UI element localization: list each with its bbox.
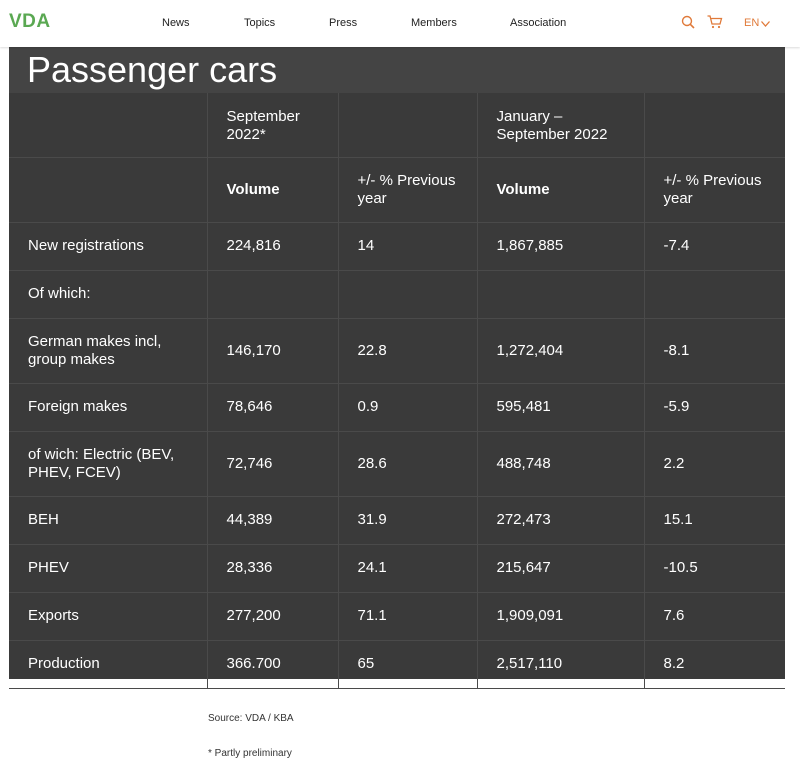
table-cell: 31.9 xyxy=(338,496,477,544)
table-row xyxy=(9,383,785,431)
period-jan-sep: January – September 2022 xyxy=(477,93,644,157)
table-cell xyxy=(644,270,785,318)
nav-press[interactable]: Press xyxy=(329,17,358,29)
table-row xyxy=(9,592,785,640)
header-cell xyxy=(338,93,477,157)
language-selector[interactable] xyxy=(744,17,770,29)
passenger-cars-table xyxy=(9,93,785,689)
chevron-down-icon xyxy=(761,21,770,27)
title-band xyxy=(9,47,785,93)
page-title: Passenger cars xyxy=(27,49,278,90)
language-label: EN xyxy=(744,17,760,29)
table-cell: 224,816 xyxy=(207,222,338,270)
row-label: German makes incl, group makes xyxy=(9,318,207,383)
header-cell xyxy=(9,93,207,157)
row-label: Production xyxy=(9,640,207,688)
table-cell xyxy=(338,270,477,318)
table-cell: 272,473 xyxy=(477,496,644,544)
nav-topics[interactable]: Topics xyxy=(244,17,276,29)
row-label: of wich: Electric (BEV, PHEV, FCEV) xyxy=(9,431,207,496)
period-september: September 2022* xyxy=(207,93,338,157)
table-cell xyxy=(477,270,644,318)
table-row xyxy=(9,544,785,592)
column-change: +/- % Previous year xyxy=(338,157,477,222)
preliminary-note: * Partly preliminary xyxy=(208,748,292,759)
search-icon[interactable] xyxy=(681,15,695,34)
table-cell: 7.6 xyxy=(644,592,785,640)
table-cell xyxy=(207,270,338,318)
table-cell: 0.9 xyxy=(338,383,477,431)
table-cell: 277,200 xyxy=(207,592,338,640)
table-cell: 14 xyxy=(338,222,477,270)
column-header-row xyxy=(9,157,785,222)
table-row xyxy=(9,318,785,383)
row-label: Of which: xyxy=(9,270,207,318)
period-header-row xyxy=(9,93,785,157)
table-row xyxy=(9,222,785,270)
table-cell: 1,909,091 xyxy=(477,592,644,640)
row-label: Exports xyxy=(9,592,207,640)
table-cell: 72,746 xyxy=(207,431,338,496)
site-header xyxy=(0,0,800,47)
column-volume: Volume xyxy=(477,157,644,222)
table-cell: 488,748 xyxy=(477,431,644,496)
logo-text: VDA xyxy=(9,11,51,32)
table-cell: -8.1 xyxy=(644,318,785,383)
table-cell: 595,481 xyxy=(477,383,644,431)
header-cell xyxy=(9,157,207,222)
table-cell: 15.1 xyxy=(644,496,785,544)
table-cell: 2,517,110 xyxy=(477,640,644,688)
table-cell: 146,170 xyxy=(207,318,338,383)
table-cell: 65 xyxy=(338,640,477,688)
table-row xyxy=(9,640,785,688)
row-label: New registrations xyxy=(9,222,207,270)
table-panel xyxy=(9,47,785,679)
table-cell: -5.9 xyxy=(644,383,785,431)
table-cell: 8.2 xyxy=(644,640,785,688)
row-label: PHEV xyxy=(9,544,207,592)
column-volume: Volume xyxy=(207,157,338,222)
cart-icon[interactable] xyxy=(707,15,723,34)
table-cell: 44,389 xyxy=(207,496,338,544)
header-cell xyxy=(644,93,785,157)
column-change: +/- % Previous year xyxy=(644,157,785,222)
table-cell: -10.5 xyxy=(644,544,785,592)
table-cell: 78,646 xyxy=(207,383,338,431)
source-note: Source: VDA / KBA xyxy=(208,713,294,724)
table-cell: 366.700 xyxy=(207,640,338,688)
table-cell: 1,867,885 xyxy=(477,222,644,270)
nav-news[interactable]: News xyxy=(162,17,190,29)
table-cell: 2.2 xyxy=(644,431,785,496)
vda-logo[interactable] xyxy=(9,11,51,33)
table-cell: 1,272,404 xyxy=(477,318,644,383)
nav-members[interactable]: Members xyxy=(411,17,457,29)
row-label: BEH xyxy=(9,496,207,544)
table-row xyxy=(9,496,785,544)
table-cell: 215,647 xyxy=(477,544,644,592)
table-cell: -7.4 xyxy=(644,222,785,270)
table-row xyxy=(9,270,785,318)
table-row xyxy=(9,431,785,496)
table-cell: 22.8 xyxy=(338,318,477,383)
table-cell: 28.6 xyxy=(338,431,477,496)
table-cell: 71.1 xyxy=(338,592,477,640)
table-cell: 24.1 xyxy=(338,544,477,592)
nav-association[interactable]: Association xyxy=(510,17,567,29)
table-cell: 28,336 xyxy=(207,544,338,592)
row-label: Foreign makes xyxy=(9,383,207,431)
